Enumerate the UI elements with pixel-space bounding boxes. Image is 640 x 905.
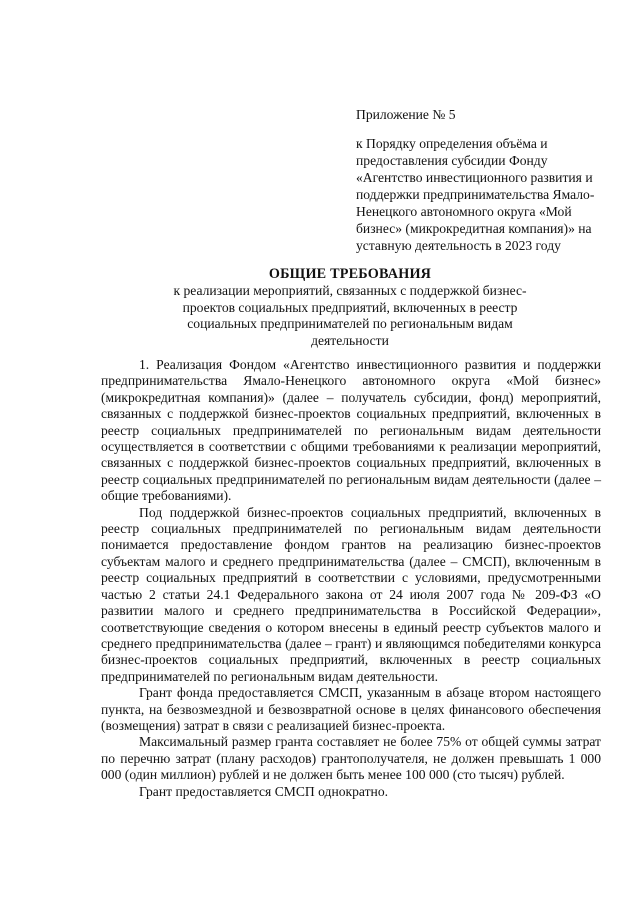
document-subtitle: к реализации мероприятий, связанных с поддержкой бизнес-проектов социальных предприятий, включенных в реестр социальных предпринимателей по региональным видам деятельности xyxy=(173,283,527,348)
paragraph-5: Грант предоставляется СМСП однократно. xyxy=(139,783,389,799)
paragraph-2: Под поддержкой бизнес-проектов социальных предприятий, включенных в реестр социальных предпринимателей по региональным видам деятельности понимается предоставление фондом грантов на реализацию бизнес-проектов субъектам малого и среднего предпринимательства (далее – СМСП), включенным в реестр социальных предприятий в соответствии с условиями, предусмотренными частью 2 статьи 24.1 Федерального закона от 24 июля 2007 года № 209-ФЗ «О развитии малого и среднего предпринимательства в Российской Федерации», соответствующие сведения о котором внесены в единый реестр субъектов малого и среднего предпринимательства (далее – грант) и являющимся победителями конкурса бизнес-проектов социальных предприятий, включенных в реестр социальных предпринимателей по региональным видам деятельности. xyxy=(101,504,601,684)
document-heading xyxy=(100,266,600,349)
document-body xyxy=(101,357,601,800)
document-title: ОБЩИЕ ТРЕБОВАНИЯ xyxy=(268,266,432,282)
appendix-title: Приложение № 5 xyxy=(356,107,456,122)
paragraph-4: Максимальный размер гранта составляет не более 75% от общей суммы затрат по перечню затрат (плану расходов) грантополучателя, не должен превышать 1 000 000 (один миллион) рублей и не должен быть менее 100 000 (сто тысяч) рублей. xyxy=(101,734,601,783)
appendix-text: к Порядку определения объёма и предоставления субсидии Фонду «Агентство инвестиционного развития и поддержки предпринимательства Ямало-Ненецкого автономного округа «Мой бизнес» (микрокредитная компания)» на уставную деятельность в 2023 году xyxy=(356,136,595,253)
paragraph-1: 1. Реализация Фондом «Агентство инвестиционного развития и поддержки предпринимательства Ямало-Ненецкого автономного округа «Мой бизнес» (микрокредитная компания)» (далее – получатель субсидии, фонд) мероприятий, связанных с поддержкой бизнес-проектов социальных предприятий, включенных в реестр социальных предпринимателей по региональным видам деятельности осуществляется в соответствии с общими требованиями к реализации мероприятий, связанных с поддержкой бизнес-проектов социальных предприятий, включенных в реестр социальных предпринимателей по региональным видам деятельности (далее – общие требованиями). xyxy=(101,357,601,504)
appendix-block xyxy=(356,106,606,254)
paragraph-3: Грант фонда предоставляется СМСП, указанным в абзаце втором настоящего пункта, на безвозмездной и безвозвратной основе в целях финансового обеспечения (возмещения) затрат в связи с реализацией бизнес-проекта. xyxy=(101,685,601,733)
